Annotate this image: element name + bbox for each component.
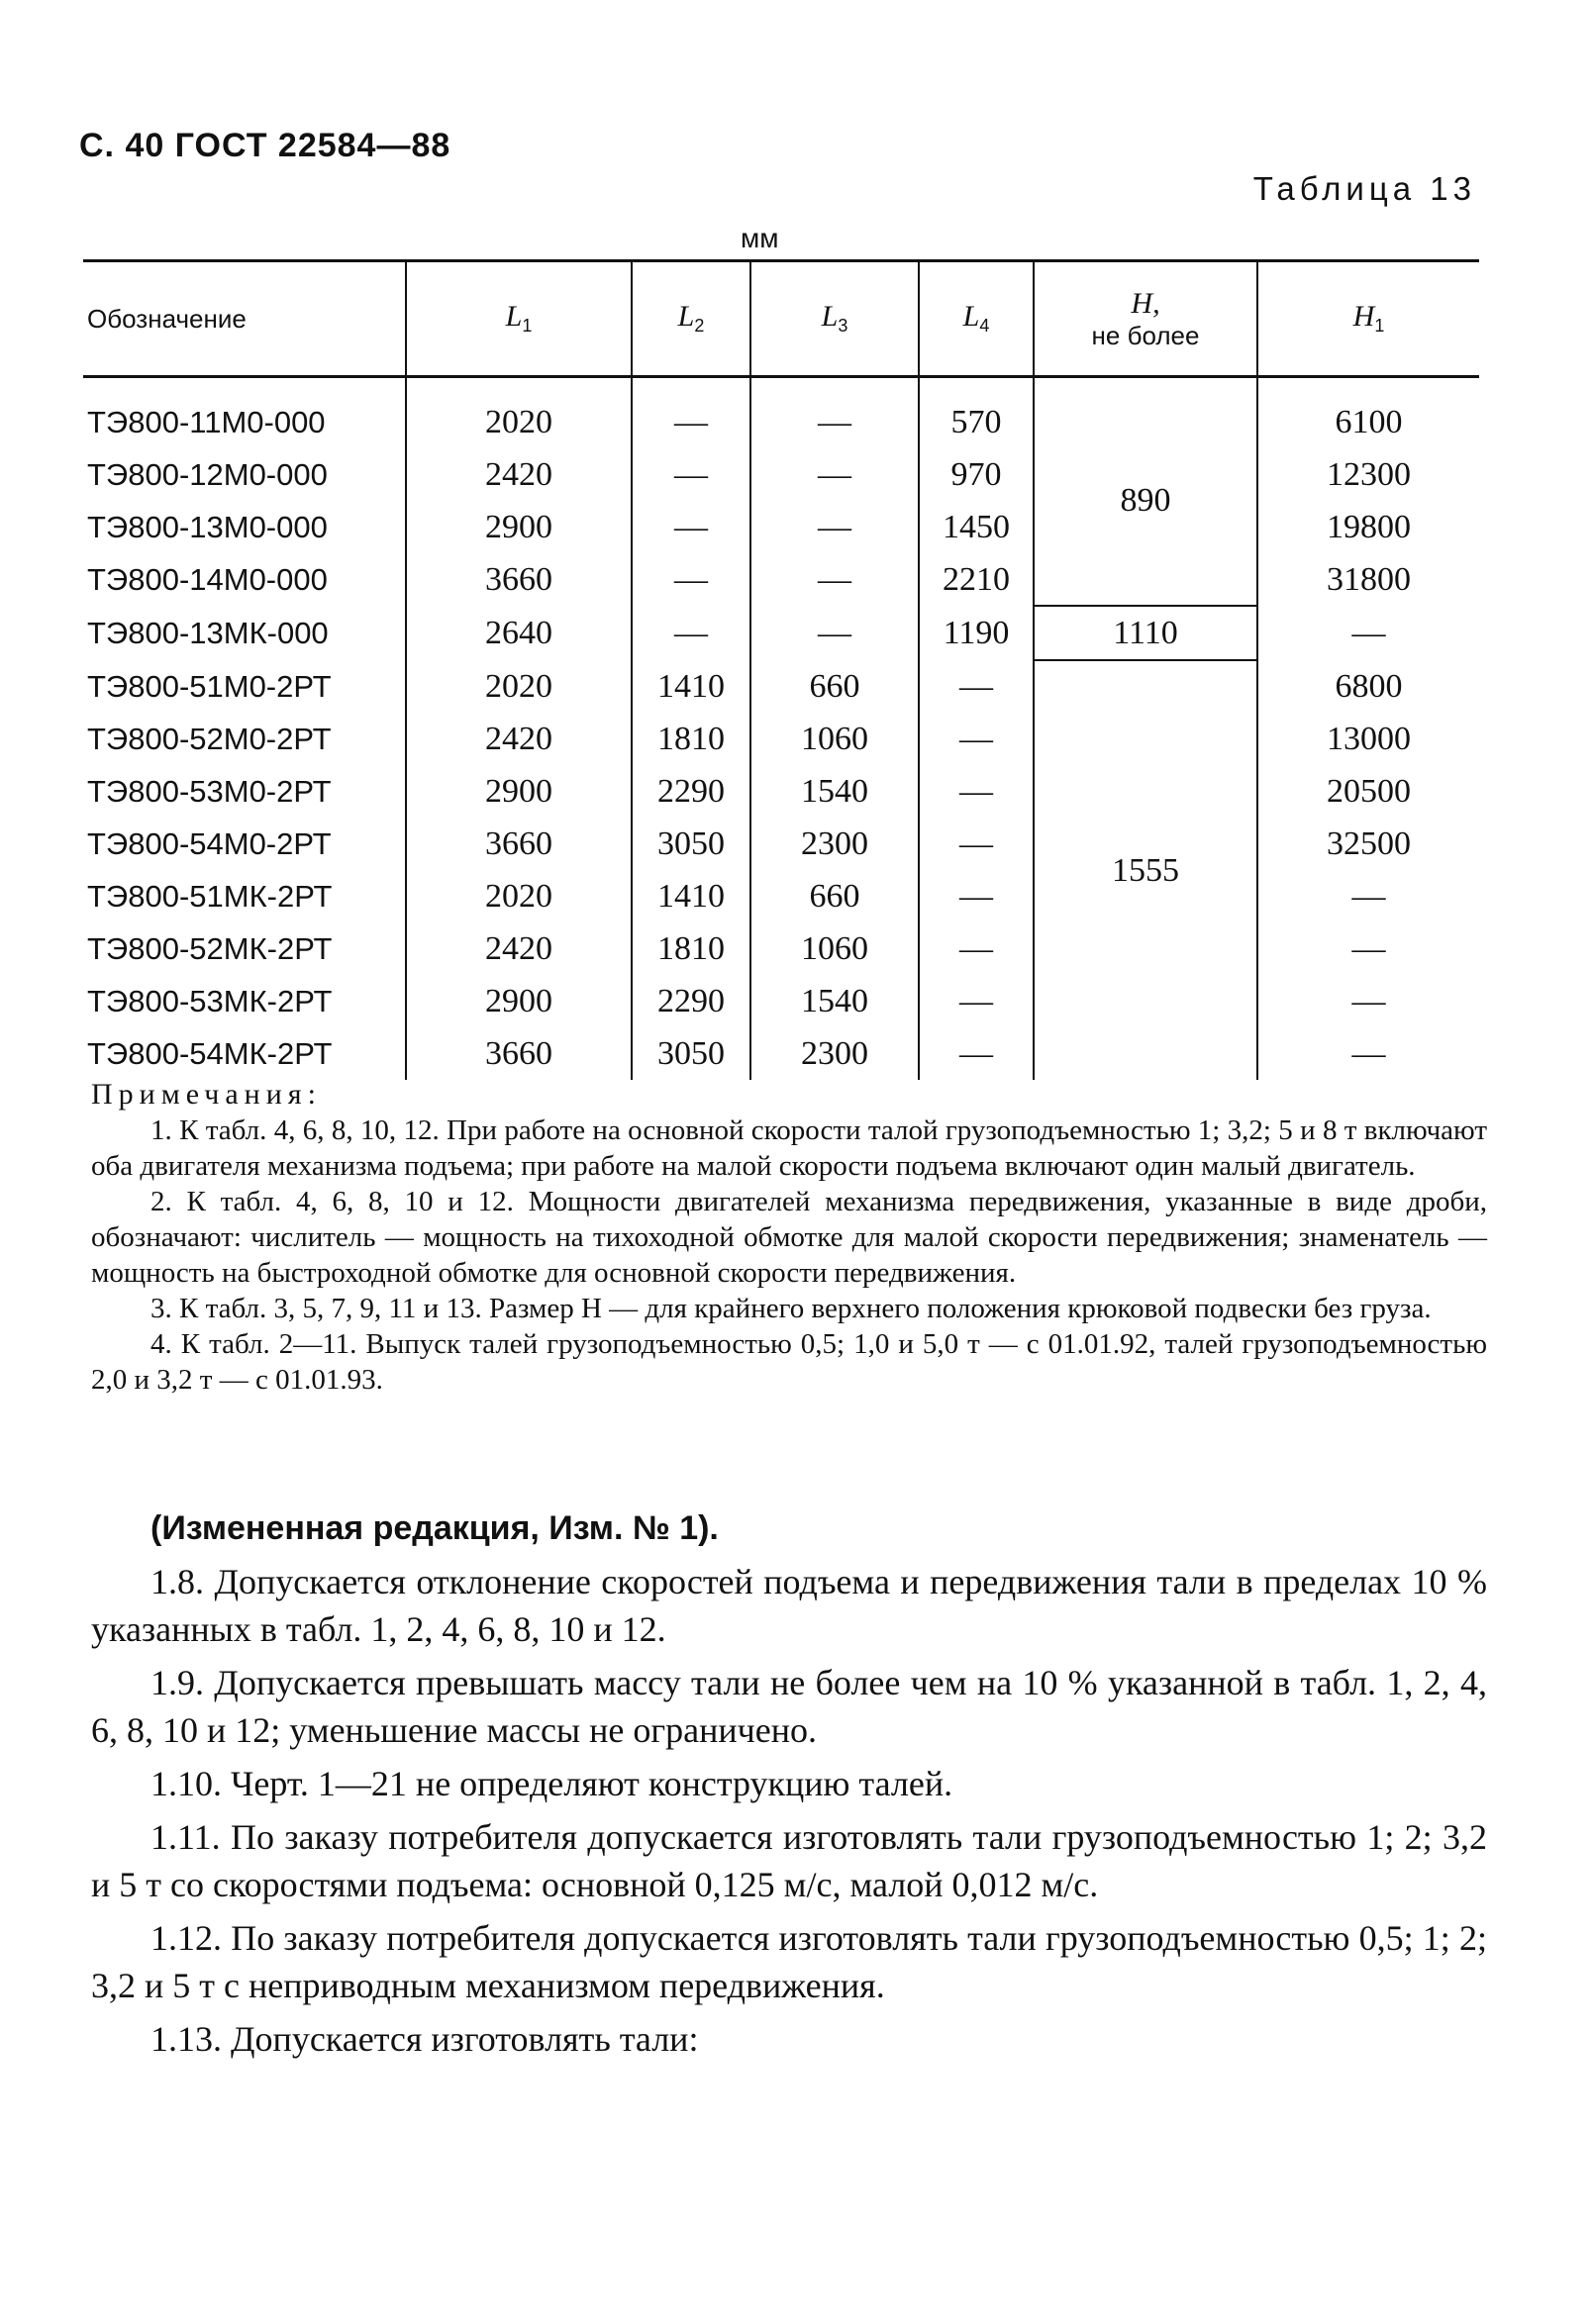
cell-l2: 2290 xyxy=(632,765,750,818)
cell-h1: 32500 xyxy=(1257,818,1479,870)
amendment-note: (Измененная редакция, Изм. № 1). xyxy=(150,1509,719,1547)
cell-l1: 2900 xyxy=(406,501,632,553)
note-item: 3. К табл. 3, 5, 7, 9, 11 и 13. Размер H — для крайнего верхнего положения крюковой подвески без груза. xyxy=(150,1293,1432,1324)
table-body xyxy=(83,377,1479,1081)
cell-h1: — xyxy=(1257,606,1479,660)
cell-l3: 1540 xyxy=(750,975,919,1027)
cell-designation: ТЭ800-14М0-000 xyxy=(87,561,328,597)
cell-designation: ТЭ800-13МК-000 xyxy=(87,615,329,650)
cell-l2: 1410 xyxy=(632,870,750,922)
cell-l1: 3660 xyxy=(406,818,632,870)
cell-h1: — xyxy=(1257,1027,1479,1080)
note-item: 2. К табл. 4, 6, 8, 10 и 12. Мощности двигателей механизма передвижения, указанные в виде дроби, обозначают: числитель — мощность на тихоходной обмотке для малой скорости передвижения; знаменатель — мощность на быстроходной обмотке для основной скорости передвижения. xyxy=(91,1186,1487,1289)
cell-l1: 2420 xyxy=(406,448,632,501)
cell-l3: 2300 xyxy=(750,1027,919,1080)
cell-h1: 6100 xyxy=(1257,377,1479,449)
table-row xyxy=(83,660,1479,713)
cell-h1: — xyxy=(1257,922,1479,975)
cell-designation: ТЭ800-53МК-2РТ xyxy=(87,983,333,1018)
cell-l1: 3660 xyxy=(406,1027,632,1080)
table-row xyxy=(83,765,1479,818)
table-row xyxy=(83,1027,1479,1080)
col-l4: $L_4$ xyxy=(919,261,1034,377)
paragraph: 1.8. Допускается отклонение скоростей подъема и передвижения тали в пределах 10 % указанных в табл. 1, 2, 4, 6, 8, 10 и 12. xyxy=(91,1562,1487,1649)
cell-l3: 1060 xyxy=(750,713,919,765)
cell-h1: 13000 xyxy=(1257,713,1479,765)
cell-h1: — xyxy=(1257,975,1479,1027)
paragraph: 1.9. Допускается превышать массу тали не более чем на 10 % указанной в табл. 1, 2, 4, 6, 8, 10 и 12; уменьшение массы не ограничено. xyxy=(91,1663,1487,1750)
cell-designation: ТЭ800-51М0-2РТ xyxy=(87,668,332,704)
table-row xyxy=(83,553,1479,606)
cell-l4: 970 xyxy=(919,448,1034,501)
paragraph: 1.11. По заказу потребителя допускается изготовлять тали грузоподъемностью 1; 2; 3,2 и 5 т со скоростями подъема: основной 0,125 м/с, малой 0,012 м/с. xyxy=(91,1817,1487,1904)
cell-designation: ТЭ800-52МК-2РТ xyxy=(87,930,333,966)
table-row xyxy=(83,606,1479,660)
cell-l3: — xyxy=(750,606,919,660)
cell-designation: ТЭ800-11М0-000 xyxy=(87,404,326,439)
cell-h: 890 xyxy=(1034,377,1257,607)
cell-l2: — xyxy=(632,606,750,660)
cell-l2: 3050 xyxy=(632,1027,750,1080)
cell-l2: — xyxy=(632,553,750,606)
cell-l1: 2020 xyxy=(406,870,632,922)
col-l2: $L_2$ xyxy=(632,261,750,377)
cell-h1: 20500 xyxy=(1257,765,1479,818)
cell-l3: 1540 xyxy=(750,765,919,818)
cell-l4: 570 xyxy=(919,377,1034,449)
cell-h1: 6800 xyxy=(1257,660,1479,713)
cell-l4: — xyxy=(919,713,1034,765)
table-row xyxy=(83,922,1479,975)
cell-h: 1110 xyxy=(1034,606,1257,660)
notes-title: Примечания: xyxy=(91,1078,322,1111)
cell-l1: 2640 xyxy=(406,606,632,660)
table-row xyxy=(83,870,1479,922)
cell-l4: 1450 xyxy=(919,501,1034,553)
cell-h1: 19800 xyxy=(1257,501,1479,553)
cell-l2: — xyxy=(632,377,750,449)
cell-l2: 1810 xyxy=(632,922,750,975)
col-h: H, не более xyxy=(1034,261,1257,377)
col-l1: $L_1$ xyxy=(406,261,632,377)
notes-section xyxy=(91,1077,1487,1398)
cell-l4: — xyxy=(919,870,1034,922)
table-row xyxy=(83,713,1479,765)
cell-l3: 660 xyxy=(750,660,919,713)
cell-h1: 31800 xyxy=(1257,553,1479,606)
cell-designation: ТЭ800-12М0-000 xyxy=(87,456,328,492)
cell-designation: ТЭ800-52М0-2РТ xyxy=(87,721,332,756)
paragraph: 1.10. Черт. 1—21 не определяют конструкцию талей. xyxy=(150,1764,953,1803)
table-row xyxy=(83,818,1479,870)
paragraph: 1.13. Допускается изготовлять тали: xyxy=(150,2019,699,2059)
cell-designation: ТЭ800-54М0-2РТ xyxy=(87,825,332,861)
cell-l1: 2020 xyxy=(406,377,632,449)
cell-l3: 1060 xyxy=(750,922,919,975)
cell-h: 1555 xyxy=(1034,660,1257,1080)
cell-l1: 2420 xyxy=(406,713,632,765)
cell-h1: — xyxy=(1257,870,1479,922)
cell-l4: — xyxy=(919,818,1034,870)
cell-l1: 2900 xyxy=(406,975,632,1027)
cell-l4: — xyxy=(919,660,1034,713)
table-units: мм xyxy=(741,223,779,253)
cell-l2: — xyxy=(632,448,750,501)
cell-l3: — xyxy=(750,448,919,501)
cell-l1: 2020 xyxy=(406,660,632,713)
cell-l1: 3660 xyxy=(406,553,632,606)
cell-l2: 1410 xyxy=(632,660,750,713)
cell-h1: 12300 xyxy=(1257,448,1479,501)
dimensions-table xyxy=(83,259,1479,1080)
cell-l2: 2290 xyxy=(632,975,750,1027)
cell-l2: — xyxy=(632,501,750,553)
col-l3: $L_3$ xyxy=(750,261,919,377)
cell-l3: — xyxy=(750,377,919,449)
cell-designation: ТЭ800-54МК-2РТ xyxy=(87,1035,333,1071)
cell-l4: — xyxy=(919,765,1034,818)
cell-l4: 1190 xyxy=(919,606,1034,660)
cell-l3: 660 xyxy=(750,870,919,922)
cell-designation: ТЭ800-51МК-2РТ xyxy=(87,878,333,914)
paragraph: 1.12. По заказу потребителя допускается изготовлять тали грузоподъемностью 0,5; 1; 2; 3,2 и 5 т с неприводным механизмом передвижения. xyxy=(91,1918,1487,2005)
cell-l3: — xyxy=(750,501,919,553)
body-text xyxy=(91,1504,1487,2063)
page-header: С. 40 ГОСТ 22584—88 xyxy=(79,127,451,164)
cell-l3: — xyxy=(750,553,919,606)
cell-l4: — xyxy=(919,975,1034,1027)
cell-l1: 2420 xyxy=(406,922,632,975)
note-item: 1. К табл. 4, 6, 8, 10, 12. При работе на основной скорости талой грузоподъемностью 1; 3,2; 5 и 8 т включают оба двигателя механизма подъема; при работе на малой скорости подъема включают один малый двигатель. xyxy=(91,1114,1487,1182)
table-row xyxy=(83,975,1479,1027)
note-item: 4. К табл. 2—11. Выпуск талей грузоподъемностью 0,5; 1,0 и 5,0 т — с 01.01.92, талей грузоподъемностью 2,0 и 3,2 т — с 01.01.93. xyxy=(91,1328,1487,1396)
cell-l2: 1810 xyxy=(632,713,750,765)
cell-designation: ТЭ800-53М0-2РТ xyxy=(87,773,332,809)
table-row xyxy=(83,377,1479,449)
cell-l4: — xyxy=(919,922,1034,975)
table-label: Таблица 13 xyxy=(1252,170,1476,207)
col-h1: $H_1$ xyxy=(1257,261,1479,377)
cell-designation: ТЭ800-13М0-000 xyxy=(87,509,328,544)
cell-l4: — xyxy=(919,1027,1034,1080)
cell-l3: 2300 xyxy=(750,818,919,870)
table-header-row xyxy=(83,261,1479,377)
cell-l2: 3050 xyxy=(632,818,750,870)
table-row xyxy=(83,448,1479,501)
cell-l4: 2210 xyxy=(919,553,1034,606)
col-designation: Обозначение xyxy=(83,261,406,377)
table-row xyxy=(83,501,1479,553)
cell-l1: 2900 xyxy=(406,765,632,818)
